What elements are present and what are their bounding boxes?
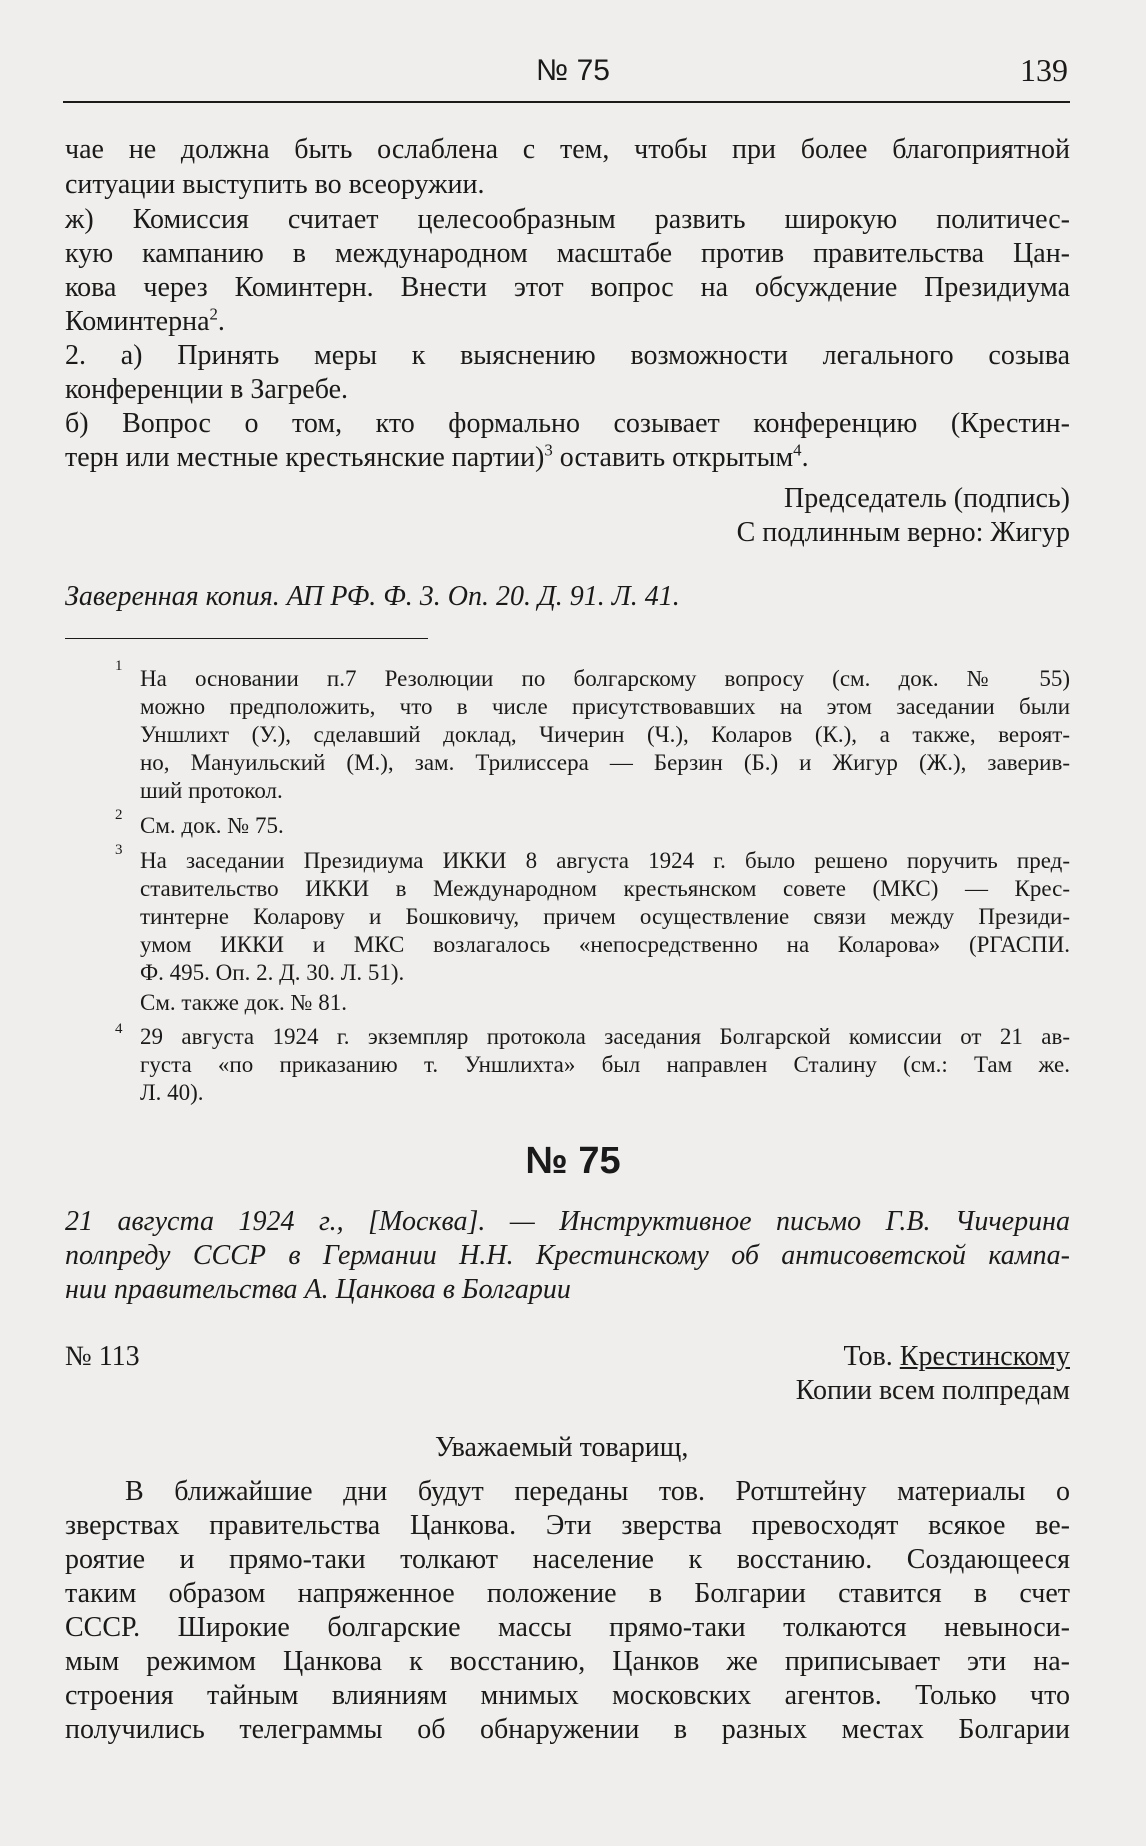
text-line: ситуации выступить во всеоружии. [65, 169, 485, 200]
footnote-line: ставительство ИККИ в Международном крестьянском совете (МКС) — Крес- [140, 876, 1070, 901]
body-line: мым режимом Цанкова к восстанию, Цанков же приписывает эти на- [65, 1646, 1070, 1677]
body-line: получились телеграммы об обнаружении в разных местах Болгарии [65, 1714, 1070, 1745]
footnote-line: густа «по приказанию т. Уншлихта» был направлен Сталину (см.: Там же. [140, 1052, 1070, 1077]
salutation: Уважаемый товарищ, [435, 1432, 689, 1463]
text-line: конференции в Загребе. [65, 374, 348, 405]
text-line: ж) Комиссия считает целесообразным развить широкую политичес- [65, 204, 1070, 235]
header-rule [63, 101, 1070, 103]
body-line: СССР. Широкие болгарские массы прямо-таки толкаются невыноси- [65, 1612, 1070, 1643]
addressee [65, 1340, 1070, 1374]
body-line: строения тайным влияниям мнимых московских агентов. Только что [65, 1680, 1070, 1711]
footnote-line: 29 августа 1924 г. экземпляр протокола заседания Болгарской комиссии от 21 ав- [140, 1024, 1070, 1049]
header-doc-number: № 75 [536, 54, 610, 87]
body-line: В ближайшие дни будут переданы тов. Ротштейну материалы о [125, 1476, 1070, 1507]
footnote-line: См. также док. № 81. [140, 990, 347, 1015]
page-number: 139 [1020, 52, 1068, 88]
text-line [65, 441, 1070, 475]
text-line-content: терн или местные крестьянские партии) [65, 442, 545, 473]
footnote-line: можно предположить, что в числе присутствовавших на этом заседании были [140, 694, 1070, 719]
body-line: зверствах правительства Цанкова. Эти зверства превосходят всякое ве- [65, 1510, 1070, 1541]
document-heading-line: полпреду СССР в Германии Н.Н. Крестинскому об антисоветской кампа- [65, 1240, 1070, 1271]
footnote-line: ший протокол. [140, 778, 283, 803]
archive-reference: Заверенная копия. АП РФ. Ф. 3. Оп. 20. Д. 91. Л. 41. [65, 581, 680, 612]
chair-signature: Председатель (подпись) [784, 483, 1070, 514]
addressee-prefix: Тов. [843, 1341, 893, 1372]
document-heading-line: нии правительства А. Цанкова в Болгарии [65, 1274, 571, 1305]
footnote-ref: 4 [793, 440, 802, 460]
text-line [65, 305, 1070, 339]
footnote-line: тинтерне Коларову и Бошковичу, причем осуществление связи между Президи- [140, 904, 1070, 929]
footnote-line: Уншлихт (У.), сделавший доклад, Чичерин (Ч.), Коларов (К.), а также, вероят- [140, 722, 1070, 747]
body-line: роятие и прямо-таки толкают население к восстанию. Создающееся [65, 1544, 1070, 1575]
footnote-ref: 2 [209, 304, 218, 324]
document-title: № 75 [525, 1140, 621, 1182]
certified-signature: С подлинным верно: Жигур [736, 517, 1070, 548]
footnote-line: но, Мануильский (М.), зам. Трилиссера — Берзин (Б.) и Жигур (Ж.), заверив- [140, 750, 1070, 775]
footnote-line: На основании п.7 Резолюции по болгарскому вопросу (см. док. № 55) [140, 666, 1070, 691]
footnote-marker: 2 [115, 807, 123, 823]
text-line: кую кампанию в международном масштабе против правительства Цан- [65, 238, 1070, 269]
footnote-line: Л. 40). [140, 1080, 204, 1105]
footnote-line: Ф. 495. Оп. 2. Д. 30. Л. 51). [140, 960, 405, 985]
footnote-marker: 1 [115, 658, 123, 674]
period: . [217, 306, 225, 337]
copies-line: Копии всем полпредам [795, 1375, 1070, 1406]
text-line-content: Коминтерна [65, 306, 210, 337]
footnote-rule [65, 638, 428, 639]
footnote-marker: 3 [115, 842, 123, 858]
addressee-name: Крестинскому [899, 1341, 1070, 1372]
body-line: таким образом напряженное положение в Болгарии ставится в счет [65, 1578, 1070, 1609]
text-line-content: оставить открытым [559, 442, 794, 473]
footnote-ref: 3 [544, 440, 553, 460]
outgoing-number: № 113 [65, 1341, 140, 1372]
period: . [801, 442, 809, 473]
text-line: кова через Коминтерн. Внести этот вопрос на обсуждение Президиума [65, 272, 1070, 303]
footnote-line: См. док. № 75. [140, 813, 284, 838]
text-line: б) Вопрос о том, кто формально созывает конференцию (Крестин- [65, 408, 1070, 439]
text-line: 2. а) Принять меры к выяснению возможности легального созыва [65, 340, 1070, 371]
text-line: чае не должна быть ослаблена с тем, чтобы при более благоприятной [65, 134, 1070, 165]
footnote-marker: 4 [115, 1021, 123, 1037]
footnote-line: умом ИККИ и МКС возлагалось «непосредственно на Коларова» (РГАСПИ. [140, 932, 1070, 957]
footnote-line: На заседании Президиума ИККИ 8 августа 1924 г. было решено поручить пред- [140, 848, 1070, 873]
document-heading-line: 21 августа 1924 г., [Москва]. — Инструктивное письмо Г.В. Чичерина [65, 1206, 1070, 1237]
